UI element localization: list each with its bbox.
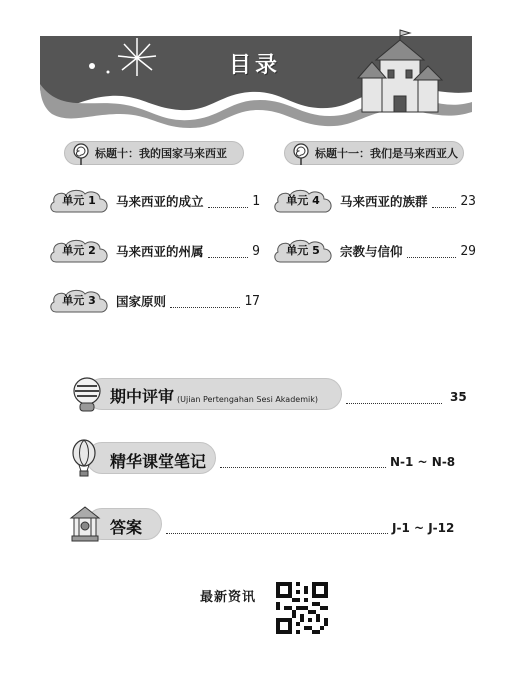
- hot-air-balloon-icon: [68, 438, 100, 478]
- midterm-title: 期中评审: [110, 387, 175, 406]
- unit-title: 宗教与信仰: [340, 244, 403, 259]
- toc-entry-answers[interactable]: [66, 504, 480, 544]
- leader-dots: [166, 532, 388, 534]
- toc-entry-unit-4[interactable]: [272, 188, 476, 214]
- carousel-icon: [68, 504, 102, 544]
- notes-title: 精华课堂笔记: [110, 452, 207, 471]
- section-heading-10: [64, 141, 244, 165]
- unit-badge: 单元 2: [48, 238, 110, 264]
- latest-news-label: 最新资讯: [200, 590, 257, 605]
- page-title: 目录: [228, 53, 281, 78]
- unit-title: 马来西亚的族群: [340, 194, 428, 209]
- section-heading-text: 标题十：我的国家马来西亚: [95, 147, 227, 160]
- unit-title: 国家原则: [116, 294, 167, 309]
- page-number: 23: [460, 193, 476, 209]
- unit-badge: 单元 1: [48, 188, 110, 214]
- page-number: 35: [450, 390, 467, 404]
- leader-dots: [432, 195, 457, 208]
- candy-icon: [70, 374, 104, 414]
- leader-dots: [170, 295, 240, 308]
- page-number: 9: [252, 243, 260, 259]
- answers-title: 答案: [110, 518, 143, 537]
- unit-badge: 单元 3: [48, 288, 110, 314]
- unit-title: 马来西亚的成立: [116, 194, 204, 209]
- toc-entry-midterm[interactable]: [70, 374, 480, 414]
- toc-entry-unit-5[interactable]: [272, 238, 476, 264]
- page-number: J-1 ~ J-12: [392, 521, 455, 535]
- toc-entry-notes[interactable]: [66, 438, 480, 478]
- midterm-subtitle: (Ujian Pertengahan Sesi Akademik): [177, 395, 318, 404]
- page-number: N-1 ~ N-8: [390, 455, 456, 469]
- leader-dots: [208, 195, 249, 208]
- page-number: 29: [460, 243, 476, 259]
- unit-badge: 单元 5: [272, 238, 334, 264]
- page-number: 17: [244, 293, 260, 309]
- section-heading-11: [284, 141, 464, 165]
- unit-badge: 单元 4: [272, 188, 334, 214]
- toc-entry-unit-3[interactable]: [48, 288, 260, 314]
- toc-entry-unit-1[interactable]: [48, 188, 260, 214]
- unit-title: 马来西亚的州属: [116, 244, 204, 259]
- leader-dots: [220, 466, 386, 468]
- leader-dots: [208, 245, 249, 258]
- qr-code[interactable]: [276, 582, 328, 634]
- leader-dots: [346, 402, 442, 404]
- section-heading-text: 标题十一：我们是马来西亚人: [315, 147, 458, 160]
- leader-dots: [407, 245, 457, 258]
- toc-entry-unit-2[interactable]: [48, 238, 260, 264]
- lollipop-icon: [291, 143, 311, 165]
- page-number: 1: [252, 193, 260, 209]
- lollipop-icon: [71, 143, 91, 165]
